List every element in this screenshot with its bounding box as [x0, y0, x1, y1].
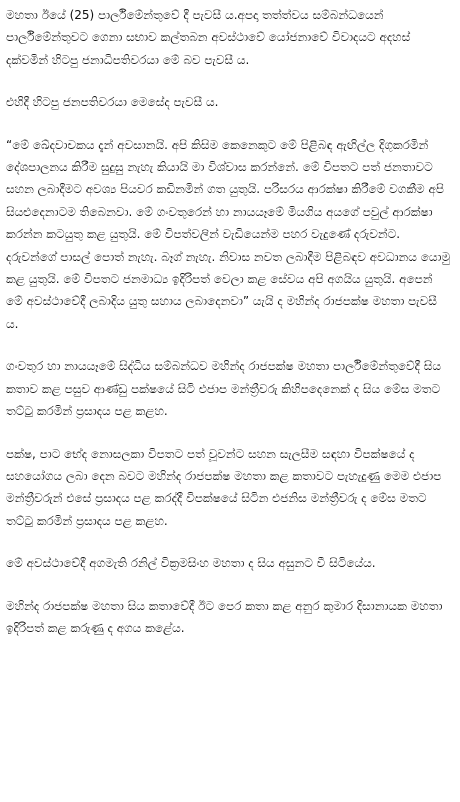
paragraph-quote: “මේ ඛේදවාචකය දැන් අවසානයි. අපි කිසිම කෙනෙකුට මේ පිළිබඳ ඇඟිල්ල දිගුකරමින් දේශපාලනය කිරීම සුදුසු නැහැ කියායි මා විශ්වාස කරන්නේ. මේ විපතට පත් ජනතාවට සහන ලබාදීමට අවශ්‍ය පියවර කඩිනමින් ගත යුතුයි. පරිසරය ආරක්ෂා කිරීමේ වගකීම අපි සියළුදෙනාටම තිබෙනවා. මේ ගංවතුරෙන් හා නායයෑමේ මියගිය අයගේ පවුල් ආරක්ෂා කරන්න කටයුතු කළ යුතුයි. මේ විපත්වලින් වැඩියෙන්ම පහර වැදුණේ දරුවන්ට. දරුවන්ගේ පාසල් පොත් නැහැ. බෑග් නැහැ. නිවාස නවත ලබාදීම පිළිබඳව අවධානය යොමු කළ යුතුයි. මේ විපතට ජනමාධ්‍ය ඉදිරිපත් වෙලා කළ සේවය අපි අගයිය යුතුයි. අපෙන් මේ අවස්ථාවේදී ලබාදිය යුතු සහාය ලබාදෙනවා” යැයි ද මහින්ද රාජපක්ෂ මහතා පැවසී ය. — [6, 137, 451, 331]
paragraph-closing: මහින්ද රාජපක්ෂ මහතා සිය කතාවේදී ඊට පෙර කතා කළ අනුර කුමාර දිසානායක මහතා ඉදිරිපත් කළ කරුණු ද අගය කළේය. — [6, 598, 443, 635]
paragraph-prime-minister: මේ අවස්ථාවේදී අගමැති රනිල් වික්‍රමසිංහ මහතා ද සිය අසුනට වී සිටියේය. — [6, 556, 376, 571]
paragraph-opposition-support: පක්ෂ, පාට භේද නොසලකා විපතට පත් වූවන්ට සහන සැලසීම සඳහා විපක්ෂයේ ද සහයෝගය ලබා දෙන බවට මහින්ද රාජපක්ෂ මහතා කළ කතාවට පැහැදුණු මෙම එජාප මන්ත්‍රීවරුන් එසේ ප්‍රසාදය පළ කරද්දී විපක්ෂයේ සිටින එජනිස මන්ත්‍රීවරු ද මේස මතට තට්ටු කරමින් ප්‍රසාදය පළ කළහ. — [6, 446, 442, 528]
paragraph-parliament-reaction: ගංවතුර හා නායයෑමේ සිද්ධිය සම්බන්ධව මහින්ද රාජපක්ෂ මහතා පාර්ලිමේන්තුවේදී සිය කතාව කළ පසුව ආණ්ඩු පක්ෂයේ සිටි එජාප මන්ත්‍රීවරු කිහිපදෙනෙක් ද සිය මේස මතට තට්ටු කරමින් ප්‍රසාදය පළ කළහ. — [6, 359, 442, 419]
article-body — [6, 4, 452, 639]
paragraph-intro: මහතා ඊයේ (25) පාර්ලිමේන්තුවේ දී පැවසී ය.අපදා තත්ත්වය සම්බන්ධයෙන් පාර්ලිමේන්තුවට ගෙනා සභාව කල්තබන අවස්ථාවේ යෝජනාවේ විවාදයට අදහස් දක්වමින් හිටපු ජනාධිපතිවරයා මේ බව පැවසී ය. — [6, 8, 411, 67]
paragraph-lead-in: එහිදී හිටපු ජනපතිවරයා මෙසේද පැවසී ය. — [6, 95, 219, 110]
